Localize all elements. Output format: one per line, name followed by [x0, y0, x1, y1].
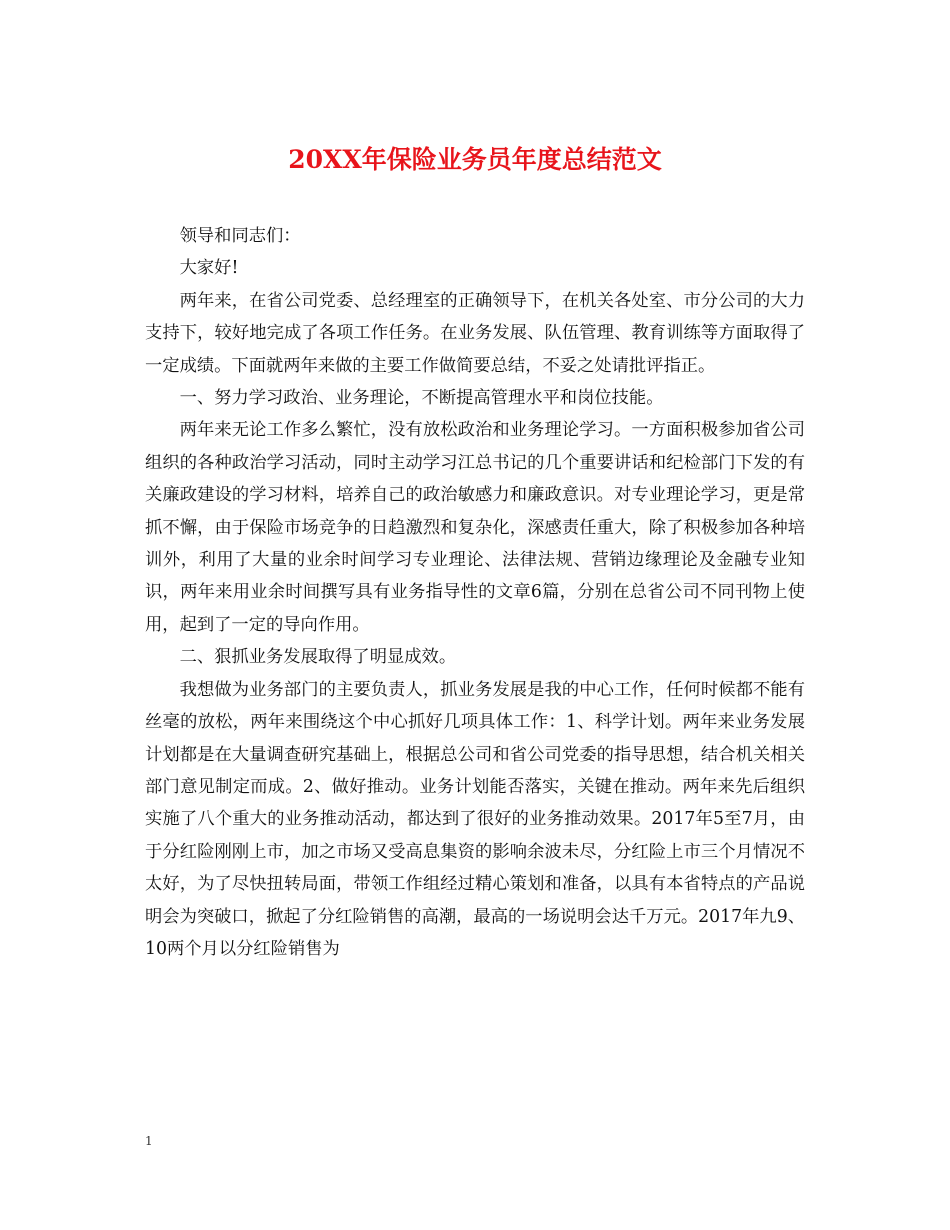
section-heading-2: 二、狠抓业务发展取得了明显成效。 — [179, 647, 457, 668]
section-1-paragraph: 两年来无论工作多么繁忙，没有放松政治和业务理论学习。一方面积极参加省公司组织的各种政治学习活动，同时主动学习江总书记的几个重要讲话和纪检部门下发的有关廉政建设的学习材料，培养自己的政治敏感力和廉政意识。对专业理论学习，更是常抓不懈，由于保险市场竞争的日趋激烈和复杂化，深感责任重大，除了积极参加各种培训外，利用了大量的业余时间学习专业理论、法律法规、营销边缘理论及金融专业知识，两年来用业余时间撰写具有业务指导性的文章6篇，分别在总省公司不同刊物上使用，起到了一定的导向作用。 — [145, 420, 805, 635]
intro-paragraph: 两年来，在省公司党委、总经理室的正确领导下，在机关各处室、市分公司的大力支持下，较好地完成了各项工作任务。在业务发展、队伍管理、教育训练等方面取得了一定成绩。下面就两年来做的主要工作做简要总结，不妥之处请批评指正。 — [145, 290, 805, 376]
section-heading-1: 一、努力学习政治、业务理论，不断提高管理水平和岗位技能。 — [179, 388, 664, 409]
document-title: 20XX年保险业务员年度总结范文 — [288, 145, 662, 174]
page-number: 1 — [145, 1134, 153, 1148]
salutation-paragraph: 领导和同志们： — [179, 226, 301, 246]
greeting-paragraph: 大家好! — [179, 258, 239, 279]
section-2-paragraph: 我想做为业务部门的主要负责人，抓业务发展是我的中心工作，任何时候都不能有丝毫的放松，两年来围绕这个中心抓好几项具体工作：1、科学计划。两年来业务发展计划都是在大量调查研究基础上，根据总公司和省公司党委的指导思想，结合机关相关部门意见制定而成。2、做好推动。业务计划能否落实，关键在推动。两年来先后组织实施了八个重大的业务推动活动，都达到了很好的业务推动效果。2017年5至7月，由于分红险刚刚上市，加之市场又受高息集资的影响余波未尽，分红险上市三个月情况不太好，为了尽快扭转局面，带领工作组经过精心策划和准备，以具有本省特点的产品说明会为突破口，掀起了分红险销售的高潮，最高的一场说明会达千万元。2017年九9、10两个月以分红险销售为 — [145, 679, 805, 959]
document-body — [145, 220, 805, 965]
